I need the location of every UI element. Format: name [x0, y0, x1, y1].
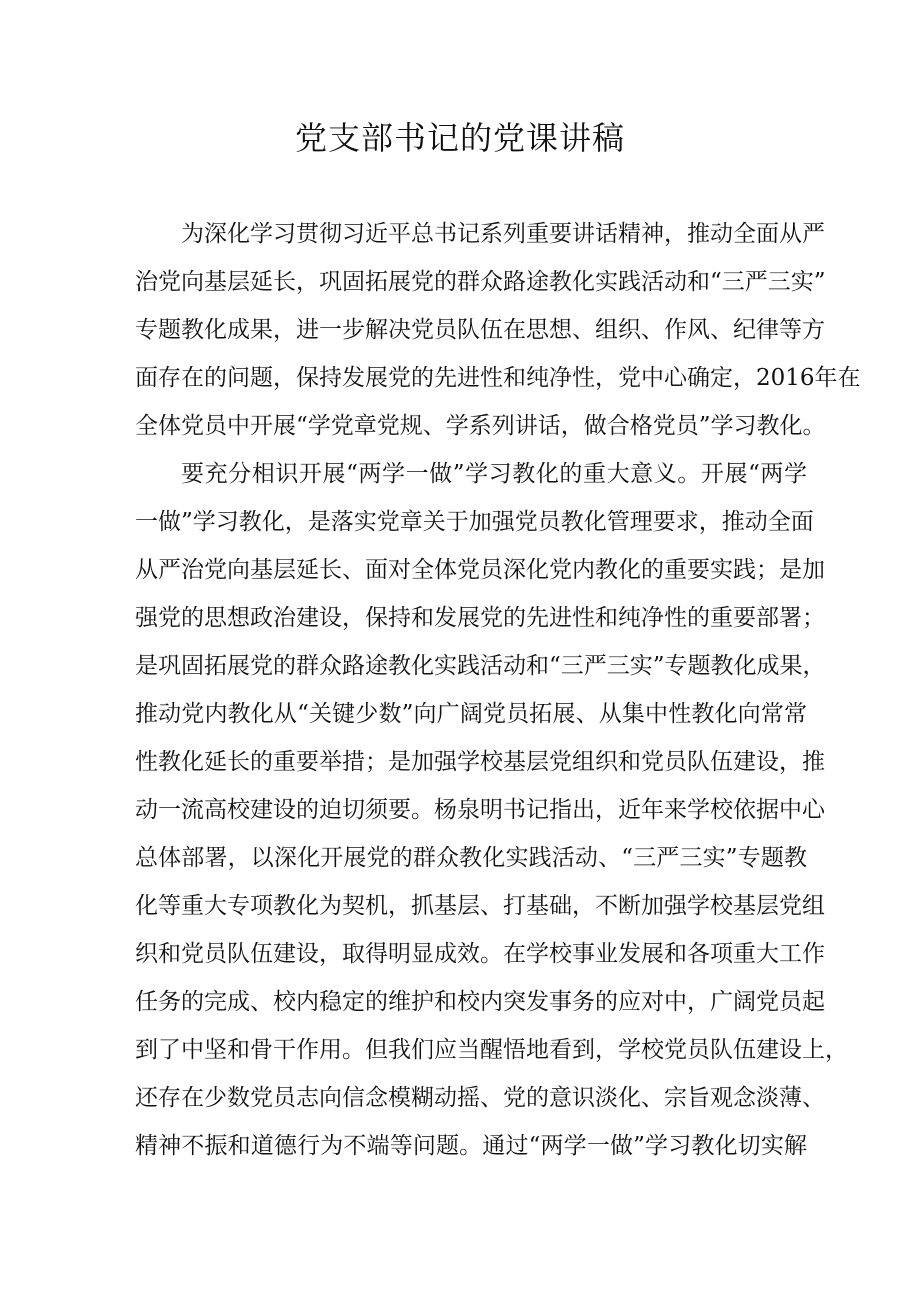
paragraph-line: 性教化延长的重要举措；是加强学校基层党组织和党员队伍建设，推 — [135, 749, 825, 775]
paragraph-line: 面存在的问题，保持发展党的先进性和纯净性，党中心确定，2016年在 — [135, 365, 861, 391]
paragraph-line: 还存在少数党员志向信念模糊动摇、党的意识淡化、宗旨观念淡薄、 — [135, 1085, 825, 1111]
paragraph — [135, 452, 848, 1172]
paragraph-line: 总体部署，以深化开展党的群众教化实践活动、“三严三实”专题教 — [135, 845, 807, 871]
paragraph-line: 全体党员中开展“学党章党规、学系列讲话，做合格党员”学习教化。 — [135, 413, 826, 439]
document-title: 党支部书记的党课讲稿 — [294, 119, 625, 157]
paragraph-line: 强党的思想政治建设，保持和发展党的先进性和纯净性的重要部署； — [135, 605, 825, 631]
document-body — [135, 212, 861, 1172]
paragraph — [135, 212, 861, 452]
paragraph-line: 动一流高校建设的迫切须要。杨泉明书记指出，近年来学校依据中心 — [135, 797, 825, 823]
paragraph-line: 到了中坚和骨干作用。但我们应当醒悟地看到，学校党员队伍建设上， — [135, 1037, 848, 1063]
paragraph-line: 精神不振和道德行为不端等问题。通过“两学一做”学习教化切实解 — [135, 1133, 807, 1159]
paragraph-line: 为深化学习贯彻习近平总书记系列重要讲话精神，推动全面从严 — [181, 221, 825, 247]
paragraph-line: 从严治党向基层延长、面对全体党员深化党内教化的重要实践；是加 — [135, 557, 825, 583]
paragraph-line: 要充分相识开展“两学一做”学习教化的重大意义。开展“两学 — [181, 461, 807, 487]
paragraph-line: 织和党员队伍建设，取得明显成效。在学校事业发展和各项重大工作 — [135, 941, 825, 967]
paragraph-line: 专题教化成果，进一步解决党员队伍在思想、组织、作风、纪律等方 — [135, 317, 825, 343]
paragraph-line: 化等重大专项教化为契机，抓基层、打基础，不断加强学校基层党组 — [135, 893, 825, 919]
paragraph-line: 任务的完成、校内稳定的维护和校内突发事务的应对中，广阔党员起 — [135, 989, 825, 1015]
paragraph-line: 一做”学习教化，是落实党章关于加强党员教化管理要求，推动全面 — [135, 509, 814, 535]
paragraph-line: 治党向基层延长，巩固拓展党的群众路途教化实践活动和“三严三实” — [135, 269, 826, 295]
paragraph-line: 推动党内教化从“关键少数”向广阔党员拓展、从集中性教化向常常 — [135, 701, 807, 727]
paragraph-line: 是巩固拓展党的群众路途教化实践活动和“三严三实”专题教化成果， — [135, 653, 826, 679]
